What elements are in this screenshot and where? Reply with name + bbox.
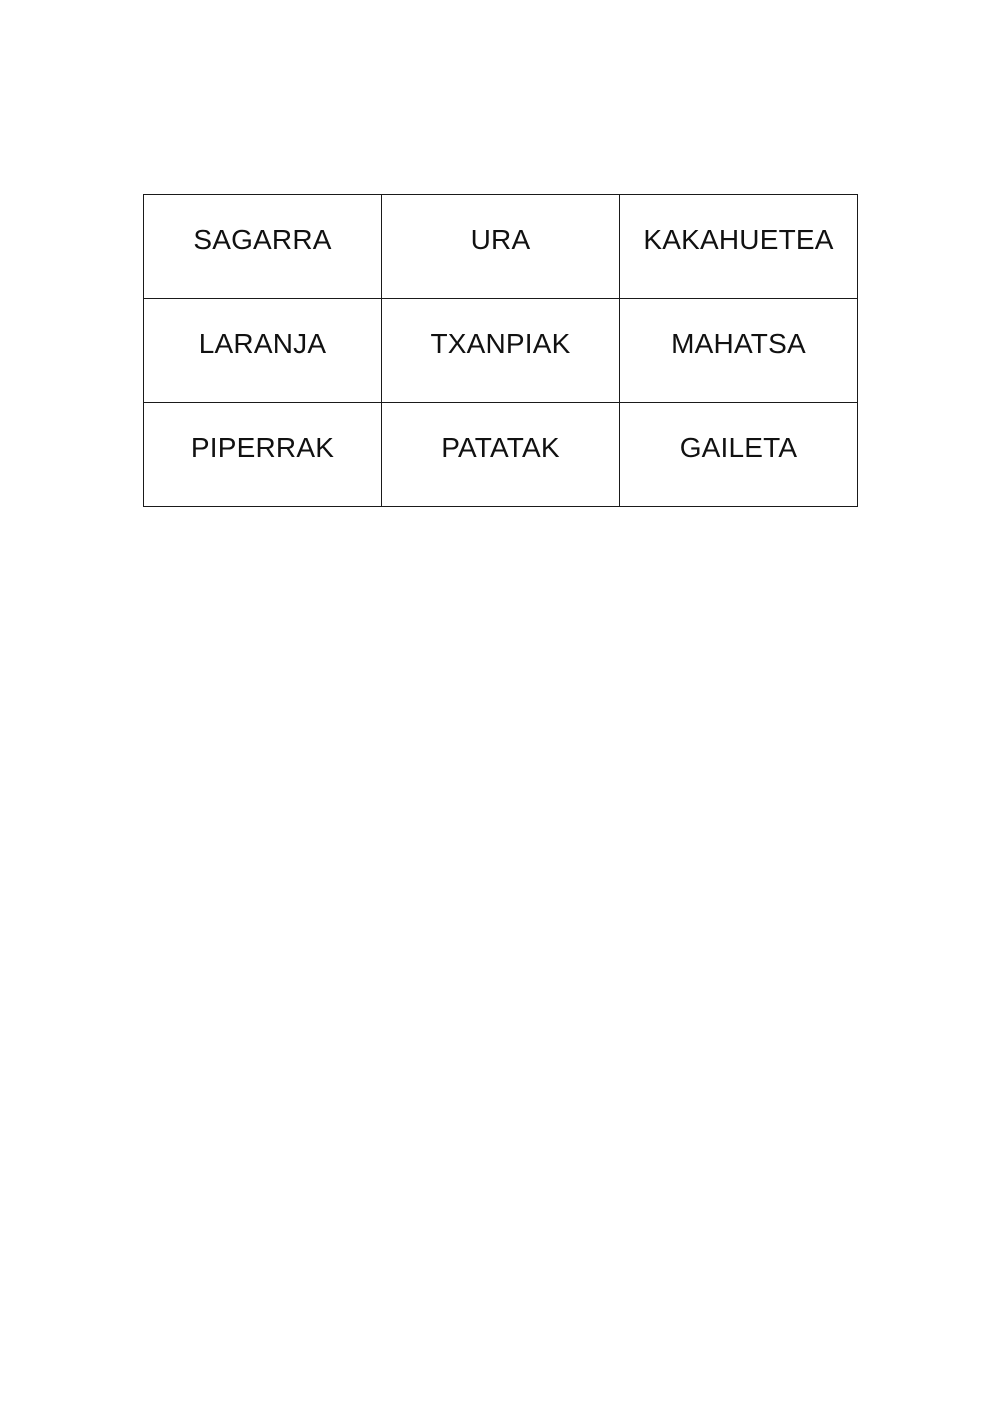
word-cell: PATATAK [382, 403, 620, 507]
word-cell: PIPERRAK [144, 403, 382, 507]
word-cell: TXANPIAK [382, 299, 620, 403]
word-table [143, 194, 858, 507]
word-cell: LARANJA [144, 299, 382, 403]
word-cell: SAGARRA [144, 195, 382, 299]
word-cell: KAKAHUETEA [620, 195, 858, 299]
word-cell: GAILETA [620, 403, 858, 507]
table-row [144, 403, 858, 507]
table-row [144, 299, 858, 403]
word-cell: URA [382, 195, 620, 299]
table-row [144, 195, 858, 299]
word-cell: MAHATSA [620, 299, 858, 403]
